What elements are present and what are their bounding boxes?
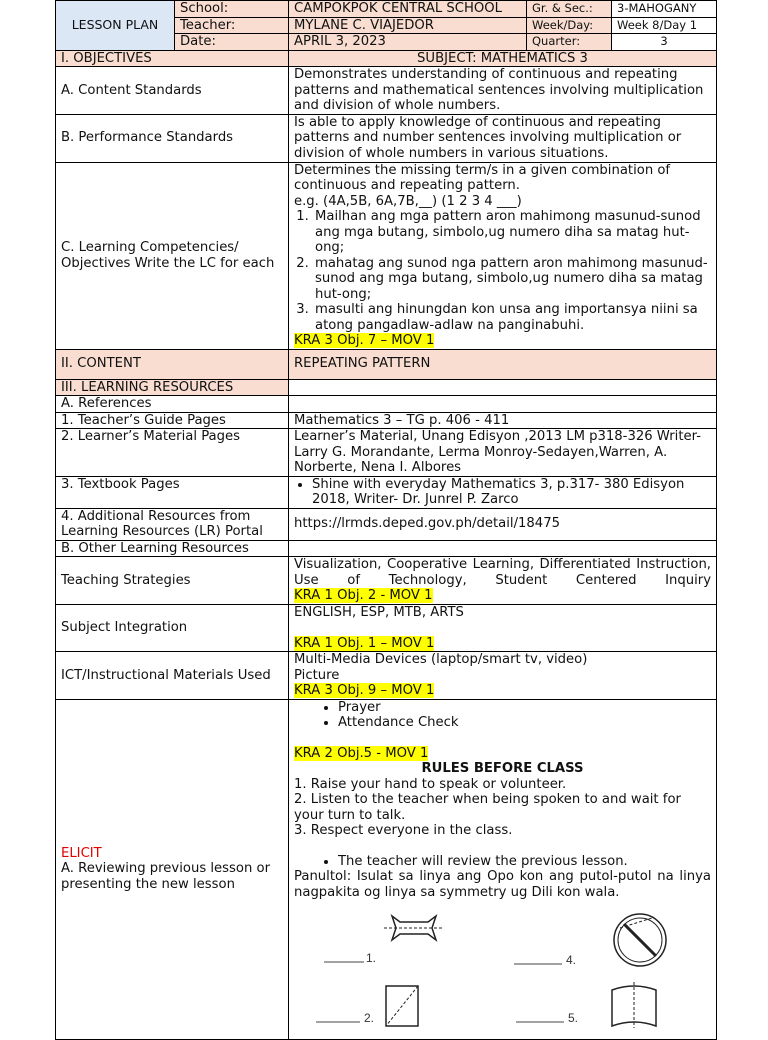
learning-resources-heading: III. LEARNING RESOURCES: [56, 379, 289, 396]
lc-item: 2. mahatag ang sunod nga pattern aron mahimong masunud-sunod ang mga butang, simbolo,ug numero diha sa matag hut-ong;: [313, 256, 711, 303]
teaching-strategies-value: Visualization, Cooperative Learning, Differentiated Instruction, Use of Technology, Student Centered Inquiry: [294, 557, 711, 588]
figure-number-1: 1.: [366, 951, 377, 965]
tg-value: Mathematics 3 – TG p. 406 - 411: [289, 412, 717, 429]
candy-shape-icon: [384, 916, 444, 940]
performance-standards-value: Is able to apply knowledge of continuous and repeating patterns and number sentences involving multiplication or division of whole numbers in various situations.: [289, 114, 717, 162]
rule-item: 2. Listen to the teacher when being spoken to and wait for your turn to talk.: [294, 792, 681, 823]
references-empty: [289, 396, 717, 413]
instruction-text: Panultol: Isulat sa linya ang Opo kon ang putol-putol na linya nagpakita og linya sa symmetry ug Dili kon wala.: [294, 869, 711, 900]
content-heading: II. CONTENT: [56, 349, 289, 379]
ict-value-2: Picture: [294, 667, 340, 683]
date-value: APRIL 3, 2023: [289, 34, 527, 51]
week-label: Week/Day:: [527, 17, 612, 34]
ict-kra-highlight: KRA 3 Obj. 9 – MOV 1: [294, 683, 435, 698]
lc-list: [294, 209, 711, 333]
lesson-plan-title: LESSON PLAN: [56, 1, 175, 51]
textbook-cell: [289, 476, 717, 508]
learning-competencies-label: C. Learning Competencies/ Objectives Write the LC for each: [56, 162, 289, 349]
objectives-heading: I. OBJECTIVES: [56, 50, 289, 67]
lm-label: 2. Learner’s Material Pages: [56, 429, 289, 477]
lm-value: Learner’s Material, Unang Edisyon ,2013 LM p318-326 Writer- Larry G. Morandante, Lerma Monroy-Sedayen,Warren, A. Norberte, Nena I. Albores: [289, 429, 717, 477]
ict-label: ICT/Instructional Materials Used: [56, 652, 289, 700]
elicit-label-cell: [56, 699, 289, 1039]
lesson-plan-table: [55, 0, 717, 1040]
teacher-value: MYLANE C. VIAJEDOR: [289, 17, 527, 34]
elicit-label: A. Reviewing previous lesson or presenting the new lesson: [61, 861, 271, 892]
scroll-shape-icon: [612, 982, 656, 1028]
integration-kra-highlight: KRA 1 Obj. 1 – MOV 1: [294, 635, 435, 651]
learning-competencies-cell: [289, 162, 717, 349]
figure-number-2: 2.: [364, 1011, 375, 1025]
lc-item: 3. masulti ang hinungdan kon unsa ang importansya niini sa atong pangadlaw-adlaw na panginabuhi.: [313, 302, 711, 333]
quarter-value: 3: [612, 34, 717, 51]
figure-number-5: 5.: [568, 1011, 579, 1025]
additional-resources-label: 4. Additional Resources from Learning Resources (LR) Portal: [56, 508, 289, 540]
subject-integration-value: ENGLISH, ESP, MTB, ARTS: [294, 605, 464, 620]
other-resources-empty: [289, 540, 717, 557]
content-standards-value: Demonstrates understanding of continuous and repeating patterns and mathematical sentences involving multiplication and division of whole numbers.: [289, 67, 717, 115]
review-bullet: • The teacher will review the previous lesson.: [338, 854, 711, 870]
grade-label: Gr. & Sec.:: [527, 1, 612, 18]
learning-resources-empty: [289, 379, 717, 396]
school-label: School:: [175, 1, 289, 18]
elicit-bullet: • Attendance Check: [338, 715, 711, 731]
rule-item: 1. Raise your hand to speak or volunteer.: [294, 776, 567, 792]
lc-kra-highlight: KRA 3 Obj. 7 – MOV 1: [294, 333, 435, 348]
symmetry-figures: [294, 900, 711, 1025]
strategies-kra-highlight: KRA 1 Obj. 2 - MOV 1: [294, 588, 433, 603]
lc-item: 1. Mailhan ang mga pattern aron mahimong masunud-sunod ang mga butang, simbolo,ug numero diha sa matag hut-ong;: [313, 209, 711, 256]
content-standards-label: A. Content Standards: [56, 67, 289, 115]
lc-intro: Determines the missing term/s in a given combination of continuous and repeating pattern.: [294, 162, 671, 193]
quarter-label: Quarter:: [527, 34, 612, 51]
ict-cell: [289, 652, 717, 700]
elicit-tag: ELICIT: [61, 845, 102, 861]
school-value: CAMPOKPOK CENTRAL SCHOOL: [289, 1, 527, 18]
review-list: [294, 854, 711, 870]
elicit-bullet: • Prayer: [338, 700, 711, 716]
lc-example: e.g. (4A,5B, 6A,7B,__) (1 2 3 4 ___): [294, 193, 522, 209]
teaching-strategies-cell: [289, 557, 717, 605]
square-diagonal-icon: [386, 986, 418, 1026]
rule-item: 3. Respect everyone in the class.: [294, 823, 513, 838]
textbook-label: 3. Textbook Pages: [56, 476, 289, 508]
elicit-content-cell: [289, 699, 717, 1039]
ict-value-1: Multi-Media Devices (laptop/smart tv, video): [294, 652, 588, 667]
rules-title: RULES BEFORE CLASS: [421, 761, 584, 776]
grade-value: 3-MAHOGANY: [612, 1, 717, 18]
date-label: Date:: [175, 34, 289, 51]
subject-heading: SUBJECT: MATHEMATICS 3: [289, 50, 717, 67]
textbook-list: [294, 477, 711, 508]
subject-integration-label: Subject Integration: [56, 605, 289, 652]
additional-resources-link[interactable]: https://lrmds.deped.gov.ph/detail/18475: [289, 508, 717, 540]
references-label: A. References: [56, 396, 289, 413]
elicit-kra-highlight: KRA 2 Obj.5 - MOV 1: [294, 745, 429, 761]
week-value: Week 8/Day 1: [612, 17, 717, 34]
elicit-bullets: [294, 700, 711, 731]
figure-number-4: 4.: [566, 953, 577, 967]
teaching-strategies-label: Teaching Strategies: [56, 557, 289, 605]
teacher-label: Teacher:: [175, 17, 289, 34]
symmetry-figures-svg: [294, 900, 714, 1030]
subject-integration-cell: [289, 605, 717, 652]
no-symbol-icon: [614, 914, 666, 966]
tg-label: 1. Teacher’s Guide Pages: [56, 412, 289, 429]
other-resources-label: B. Other Learning Resources: [56, 540, 289, 557]
content-value: REPEATING PATTERN: [289, 349, 717, 379]
performance-standards-label: B. Performance Standards: [56, 114, 289, 162]
textbook-item: • Shine with everyday Mathematics 3, p.317- 380 Edisyon 2018, Writer- Dr. Junrel P. Zarco: [312, 477, 711, 508]
